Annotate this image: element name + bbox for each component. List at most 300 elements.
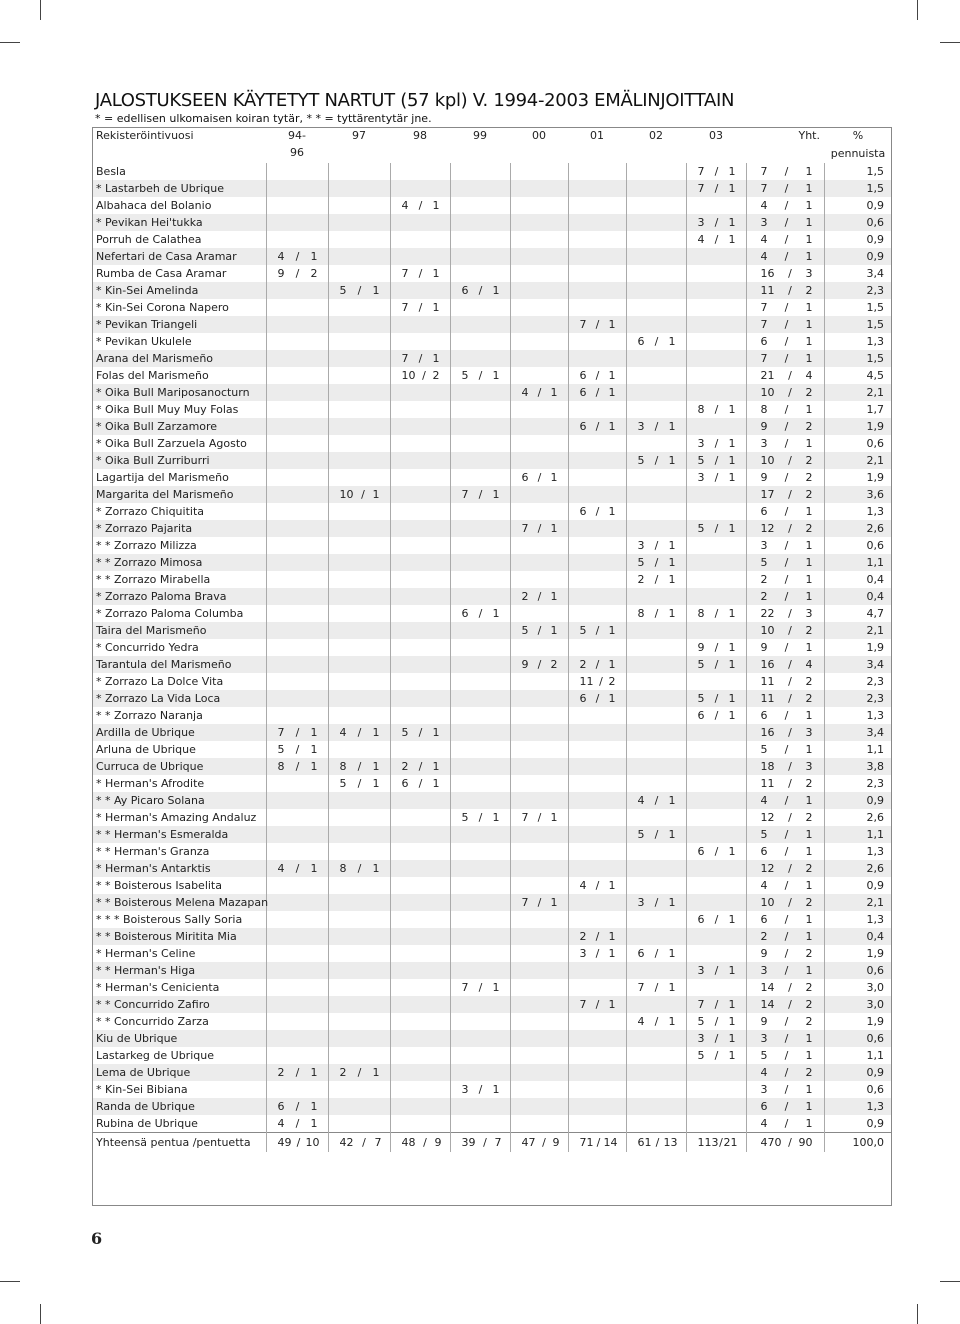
- year-cell: [390, 673, 450, 690]
- table-row: [92, 1064, 892, 1081]
- year-cell: [328, 1098, 390, 1115]
- percent-cell: 3,0: [824, 996, 892, 1013]
- year-cell: [510, 180, 568, 197]
- year-cell: [328, 962, 390, 979]
- year-cell: [266, 452, 328, 469]
- year-cell: [390, 1047, 450, 1064]
- table-row: [92, 911, 892, 928]
- year-cell: [266, 554, 328, 571]
- total-cell: 11 / 2: [746, 673, 824, 690]
- table-row: [92, 316, 892, 333]
- year-cell: [510, 860, 568, 877]
- table-row: [92, 520, 892, 537]
- year-cell: [328, 911, 390, 928]
- table-row: [92, 826, 892, 843]
- year-cell: 5 / 1: [390, 724, 450, 741]
- year-cell: [686, 758, 746, 775]
- percent-cell: 1,5: [824, 163, 892, 180]
- year-cell: [568, 724, 626, 741]
- percent-cell: 3,4: [824, 265, 892, 282]
- year-cell: [686, 299, 746, 316]
- year-cell: [450, 1064, 510, 1081]
- year-cell: [266, 945, 328, 962]
- year-cell: [328, 435, 390, 452]
- year-cell: 8 / 1: [686, 605, 746, 622]
- dog-name: Nefertari de Casa Aramar: [92, 248, 266, 265]
- year-cell: 5 / 1: [626, 452, 686, 469]
- total-cell: 10 / 2: [746, 384, 824, 401]
- year-cell: [450, 792, 510, 809]
- footer-year-cell: 48 / 9: [390, 1133, 450, 1153]
- total-cell: 5 / 1: [746, 741, 824, 758]
- year-cell: [568, 265, 626, 282]
- year-cell: [266, 435, 328, 452]
- total-cell: 9 / 2: [746, 469, 824, 486]
- year-cell: [328, 843, 390, 860]
- year-cell: [390, 809, 450, 826]
- year-cell: [626, 775, 686, 792]
- year-cell: [568, 350, 626, 367]
- year-cell: 8 / 1: [328, 758, 390, 775]
- table-row: [92, 962, 892, 979]
- year-cell: [328, 401, 390, 418]
- year-cell: [568, 588, 626, 605]
- year-cell: 3 / 1: [568, 945, 626, 962]
- year-cell: 7 / 1: [686, 180, 746, 197]
- year-cell: [390, 554, 450, 571]
- dog-name: * Pevikan Hei'tukka: [92, 214, 266, 231]
- year-cell: 5 / 1: [686, 690, 746, 707]
- dog-name: Margarita del Marismeño: [92, 486, 266, 503]
- year-cell: [568, 707, 626, 724]
- year-cell: [328, 809, 390, 826]
- footer-year-cell: 113 / 21: [686, 1133, 746, 1153]
- year-cell: [626, 843, 686, 860]
- crop-mark: [940, 1281, 960, 1282]
- year-cell: [328, 571, 390, 588]
- year-cell: 5 / 1: [328, 775, 390, 792]
- year-cell: [266, 775, 328, 792]
- percent-cell: 0,6: [824, 435, 892, 452]
- year-cell: [450, 996, 510, 1013]
- year-cell: 3 / 1: [450, 1081, 510, 1098]
- year-cell: [568, 180, 626, 197]
- total-cell: 3 / 1: [746, 962, 824, 979]
- table-row: [92, 367, 892, 384]
- year-cell: [510, 214, 568, 231]
- year-cell: [686, 979, 746, 996]
- year-cell: [266, 826, 328, 843]
- year-cell: [390, 707, 450, 724]
- year-cell: [510, 1064, 568, 1081]
- dog-name: * * Ay Picaro Solana: [92, 792, 266, 809]
- total-cell: 5 / 1: [746, 826, 824, 843]
- year-cell: [568, 894, 626, 911]
- year-cell: [568, 486, 626, 503]
- year-cell: [626, 673, 686, 690]
- year-cell: [626, 486, 686, 503]
- year-cell: 3 / 1: [626, 537, 686, 554]
- dog-name: * Pevikan Ukulele: [96, 335, 192, 348]
- percent-cell: 2,6: [824, 520, 892, 537]
- year-cell: [390, 911, 450, 928]
- dog-name: * * * Boisterous Sally Soria: [96, 913, 243, 926]
- breeding-table: [92, 127, 892, 1152]
- year-cell: [328, 418, 390, 435]
- year-cell: [328, 231, 390, 248]
- year-cell: [450, 452, 510, 469]
- year-cell: [266, 401, 328, 418]
- year-cell: [266, 486, 328, 503]
- year-cell: [510, 928, 568, 945]
- year-cell: [626, 860, 686, 877]
- year-cell: [626, 214, 686, 231]
- year-cell: [686, 894, 746, 911]
- table-row: [92, 1098, 892, 1115]
- year-cell: [510, 1030, 568, 1047]
- year-cell: [328, 588, 390, 605]
- year-cell: [686, 724, 746, 741]
- dog-name: * Pevikan Triangeli: [92, 316, 266, 333]
- year-cell: [390, 333, 450, 350]
- year-cell: [510, 571, 568, 588]
- year-cell: [568, 333, 626, 350]
- table-row: [92, 384, 892, 401]
- dog-name: * * Zorrazo Mirabella: [96, 573, 211, 586]
- year-cell: [626, 265, 686, 282]
- year-cell: [390, 418, 450, 435]
- year-cell: [510, 435, 568, 452]
- year-cell: [328, 979, 390, 996]
- year-cell: [510, 792, 568, 809]
- year-cell: [686, 622, 746, 639]
- year-cell: [686, 316, 746, 333]
- year-cell: [450, 775, 510, 792]
- percent-cell: 2,1: [824, 384, 892, 401]
- year-cell: 4 / 1: [390, 197, 450, 214]
- percent-cell: 1,3: [824, 1098, 892, 1115]
- year-cell: [450, 826, 510, 843]
- year-cell: [510, 758, 568, 775]
- year-cell: 7 / 1: [266, 724, 328, 741]
- year-cell: [450, 231, 510, 248]
- dog-name: Tarantula del Marismeño: [92, 656, 266, 673]
- year-cell: [390, 741, 450, 758]
- year-cell: [266, 299, 328, 316]
- table-row: [92, 1013, 892, 1030]
- year-cell: [568, 197, 626, 214]
- year-cell: [450, 639, 510, 656]
- year-cell: [686, 486, 746, 503]
- year-cell: [568, 605, 626, 622]
- year-cell: [390, 163, 450, 180]
- year-cell: [510, 996, 568, 1013]
- year-cell: [390, 1013, 450, 1030]
- dog-name: Porruh de Calathea: [96, 233, 202, 246]
- year-cell: [510, 707, 568, 724]
- dog-name: * Lastarbeh de Ubrique: [92, 180, 266, 197]
- percent-cell: 1,3: [824, 843, 892, 860]
- year-cell: [266, 520, 328, 537]
- dog-name: * * Zorrazo Naranja: [96, 709, 203, 722]
- year-cell: [568, 843, 626, 860]
- table-row: [92, 996, 892, 1013]
- year-cell: [686, 333, 746, 350]
- crop-mark: [40, 0, 41, 20]
- year-cell: [510, 724, 568, 741]
- year-cell: [568, 1081, 626, 1098]
- footer-year-cell: 71 / 14: [568, 1133, 626, 1153]
- year-cell: [626, 690, 686, 707]
- year-cell: 5 / 1: [626, 826, 686, 843]
- year-cell: [450, 877, 510, 894]
- total-cell: 4 / 1: [746, 248, 824, 265]
- year-cell: [686, 775, 746, 792]
- percent-cell: 1,9: [824, 1013, 892, 1030]
- percent-cell: 2,3: [824, 775, 892, 792]
- table-row: [92, 1047, 892, 1064]
- year-cell: [626, 622, 686, 639]
- year-cell: [328, 367, 390, 384]
- year-cell: [450, 758, 510, 775]
- dog-name: * Oika Bull Zarzamore: [92, 418, 266, 435]
- percent-cell: 1,1: [824, 554, 892, 571]
- year-cell: [686, 741, 746, 758]
- dog-name: Rubina de Ubrique: [96, 1117, 198, 1130]
- crop-mark: [0, 42, 20, 43]
- year-cell: [450, 418, 510, 435]
- year-cell: [450, 333, 510, 350]
- year-cell: 3 / 1: [686, 214, 746, 231]
- percent-cell: 0,6: [824, 962, 892, 979]
- year-cell: [568, 639, 626, 656]
- year-cell: [266, 197, 328, 214]
- year-cell: [390, 214, 450, 231]
- year-cell: [568, 214, 626, 231]
- total-cell: 6 / 1: [746, 503, 824, 520]
- year-cell: [390, 622, 450, 639]
- dog-name: Lagartija del Marismeño: [96, 471, 229, 484]
- year-cell: [686, 809, 746, 826]
- year-cell: 4 / 1: [626, 1013, 686, 1030]
- table-footer: [92, 1133, 892, 1153]
- percent-cell: 0,9: [824, 231, 892, 248]
- percent-cell: 3,0: [824, 979, 892, 996]
- year-cell: 5 / 1: [686, 656, 746, 673]
- total-cell: 6 / 1: [746, 707, 824, 724]
- year-cell: [390, 605, 450, 622]
- year-cell: [266, 809, 328, 826]
- year-cell: [450, 707, 510, 724]
- total-cell: 6 / 1: [746, 333, 824, 350]
- year-cell: [266, 707, 328, 724]
- percent-cell: 0,4: [824, 571, 892, 588]
- year-cell: [450, 350, 510, 367]
- year-cell: 7 / 1: [568, 996, 626, 1013]
- year-cell: [450, 1098, 510, 1115]
- year-cell: 5 / 1: [328, 282, 390, 299]
- year-cell: [686, 673, 746, 690]
- year-cell: [328, 197, 390, 214]
- table-row: [92, 197, 892, 214]
- year-cell: [568, 571, 626, 588]
- table-row: [92, 1081, 892, 1098]
- table-row: [92, 554, 892, 571]
- table-row: [92, 486, 892, 503]
- year-cell: [510, 163, 568, 180]
- year-cell: [568, 758, 626, 775]
- dog-name: * * Zorrazo Milizza: [96, 539, 197, 552]
- year-cell: [450, 503, 510, 520]
- year-cell: [450, 214, 510, 231]
- year-cell: 3 / 1: [626, 894, 686, 911]
- dog-name: * Herman's Celine: [96, 947, 196, 960]
- year-cell: 9 / 1: [686, 639, 746, 656]
- percent-cell: 1,3: [824, 333, 892, 350]
- year-cell: 6 / 1: [568, 367, 626, 384]
- year-cell: [510, 282, 568, 299]
- year-cell: [510, 537, 568, 554]
- year-cell: 2 / 1: [390, 758, 450, 775]
- table-row: [92, 571, 892, 588]
- year-cell: 7 / 1: [510, 894, 568, 911]
- year-cell: [390, 1030, 450, 1047]
- year-cell: [266, 316, 328, 333]
- table-row: [92, 673, 892, 690]
- table-row: [92, 435, 892, 452]
- year-cell: 6 / 1: [568, 503, 626, 520]
- footer-percent-cell: 100,0: [824, 1133, 892, 1153]
- year-cell: [450, 928, 510, 945]
- page-title: JALOSTUKSEEN KÄYTETYT NARTUT (57 kpl) V. 1994-2003 EMÄLINJOITTAIN: [95, 90, 735, 111]
- percent-cell: 3,8: [824, 758, 892, 775]
- table-row: [92, 231, 892, 248]
- percent-cell: 1,5: [824, 299, 892, 316]
- total-cell: 3 / 1: [746, 435, 824, 452]
- year-cell: [450, 860, 510, 877]
- total-cell: 11 / 2: [746, 775, 824, 792]
- total-cell: 10 / 2: [746, 894, 824, 911]
- year-cell: 4 / 1: [266, 860, 328, 877]
- footer-year-cell: 49 / 10: [266, 1133, 328, 1153]
- year-cell: 8 / 1: [626, 605, 686, 622]
- total-cell: 3 / 1: [746, 1081, 824, 1098]
- year-cell: [510, 265, 568, 282]
- dog-name: Albahaca del Bolanio: [96, 199, 212, 212]
- year-cell: [568, 163, 626, 180]
- year-cell: [626, 180, 686, 197]
- year-cell: [390, 537, 450, 554]
- total-cell: 12 / 2: [746, 520, 824, 537]
- table-body: [92, 163, 892, 1133]
- table-row: [92, 724, 892, 741]
- year-cell: [450, 537, 510, 554]
- percent-cell: 1,9: [824, 469, 892, 486]
- dog-name: * Oika Bull Muy Muy Folas: [96, 403, 239, 416]
- table-row: [92, 469, 892, 486]
- year-cell: 9 / 2: [510, 656, 568, 673]
- year-cell: [390, 690, 450, 707]
- year-cell: [328, 520, 390, 537]
- year-cell: [626, 962, 686, 979]
- year-cell: [686, 350, 746, 367]
- year-cell: [626, 163, 686, 180]
- year-cell: 6 / 1: [266, 1098, 328, 1115]
- year-cell: [568, 282, 626, 299]
- dog-name: Kiu de Ubrique: [92, 1030, 266, 1047]
- dog-name: Lema de Ubrique: [92, 1064, 266, 1081]
- year-cell: [568, 520, 626, 537]
- percent-cell: 1,9: [824, 639, 892, 656]
- year-cell: [450, 299, 510, 316]
- percent-cell: 4,7: [824, 605, 892, 622]
- total-cell: 4 / 1: [746, 792, 824, 809]
- dog-name: Folas del Marismeño: [96, 369, 209, 382]
- year-cell: [626, 758, 686, 775]
- dog-name: * * Boisterous Melena Mazapan: [92, 894, 266, 911]
- total-cell: 7 / 1: [746, 163, 824, 180]
- total-cell: 7 / 1: [746, 299, 824, 316]
- year-cell: 2 / 1: [328, 1064, 390, 1081]
- year-cell: [450, 520, 510, 537]
- total-cell: 17 / 2: [746, 486, 824, 503]
- table-row: [92, 809, 892, 826]
- percent-cell: 2,6: [824, 809, 892, 826]
- total-cell: 7 / 1: [746, 350, 824, 367]
- year-cell: [450, 248, 510, 265]
- total-cell: 6 / 1: [746, 1098, 824, 1115]
- year-cell: [328, 690, 390, 707]
- year-cell: [266, 333, 328, 350]
- year-cell: [626, 1081, 686, 1098]
- header-year: 94- 96: [288, 129, 306, 159]
- year-cell: [266, 384, 328, 401]
- table-row: [92, 333, 892, 350]
- year-cell: [568, 1013, 626, 1030]
- year-cell: [568, 1030, 626, 1047]
- year-cell: [626, 401, 686, 418]
- year-cell: [266, 639, 328, 656]
- year-cell: 3 / 1: [626, 418, 686, 435]
- percent-cell: 0,9: [824, 792, 892, 809]
- year-cell: [266, 673, 328, 690]
- year-cell: [328, 214, 390, 231]
- year-cell: 5 / 1: [626, 554, 686, 571]
- dog-name: * Oika Bull Mariposanocturn: [92, 384, 266, 401]
- year-cell: [450, 622, 510, 639]
- percent-cell: 0,6: [824, 214, 892, 231]
- year-cell: [328, 163, 390, 180]
- table-row: [92, 792, 892, 809]
- year-cell: [328, 469, 390, 486]
- year-cell: [568, 741, 626, 758]
- year-cell: [390, 503, 450, 520]
- year-cell: [266, 656, 328, 673]
- dog-name: * Herman's Amazing Andaluz: [96, 811, 257, 824]
- year-cell: [626, 809, 686, 826]
- year-cell: 7 / 1: [390, 350, 450, 367]
- year-cell: [450, 265, 510, 282]
- year-cell: [510, 979, 568, 996]
- dog-name: Arana del Marismeño: [92, 350, 266, 367]
- year-cell: 7 / 1: [390, 265, 450, 282]
- year-cell: [390, 180, 450, 197]
- dog-name: * Herman's Cenicienta: [96, 981, 220, 994]
- year-cell: 5 / 1: [510, 622, 568, 639]
- year-cell: [266, 163, 328, 180]
- year-cell: [450, 962, 510, 979]
- year-cell: [450, 741, 510, 758]
